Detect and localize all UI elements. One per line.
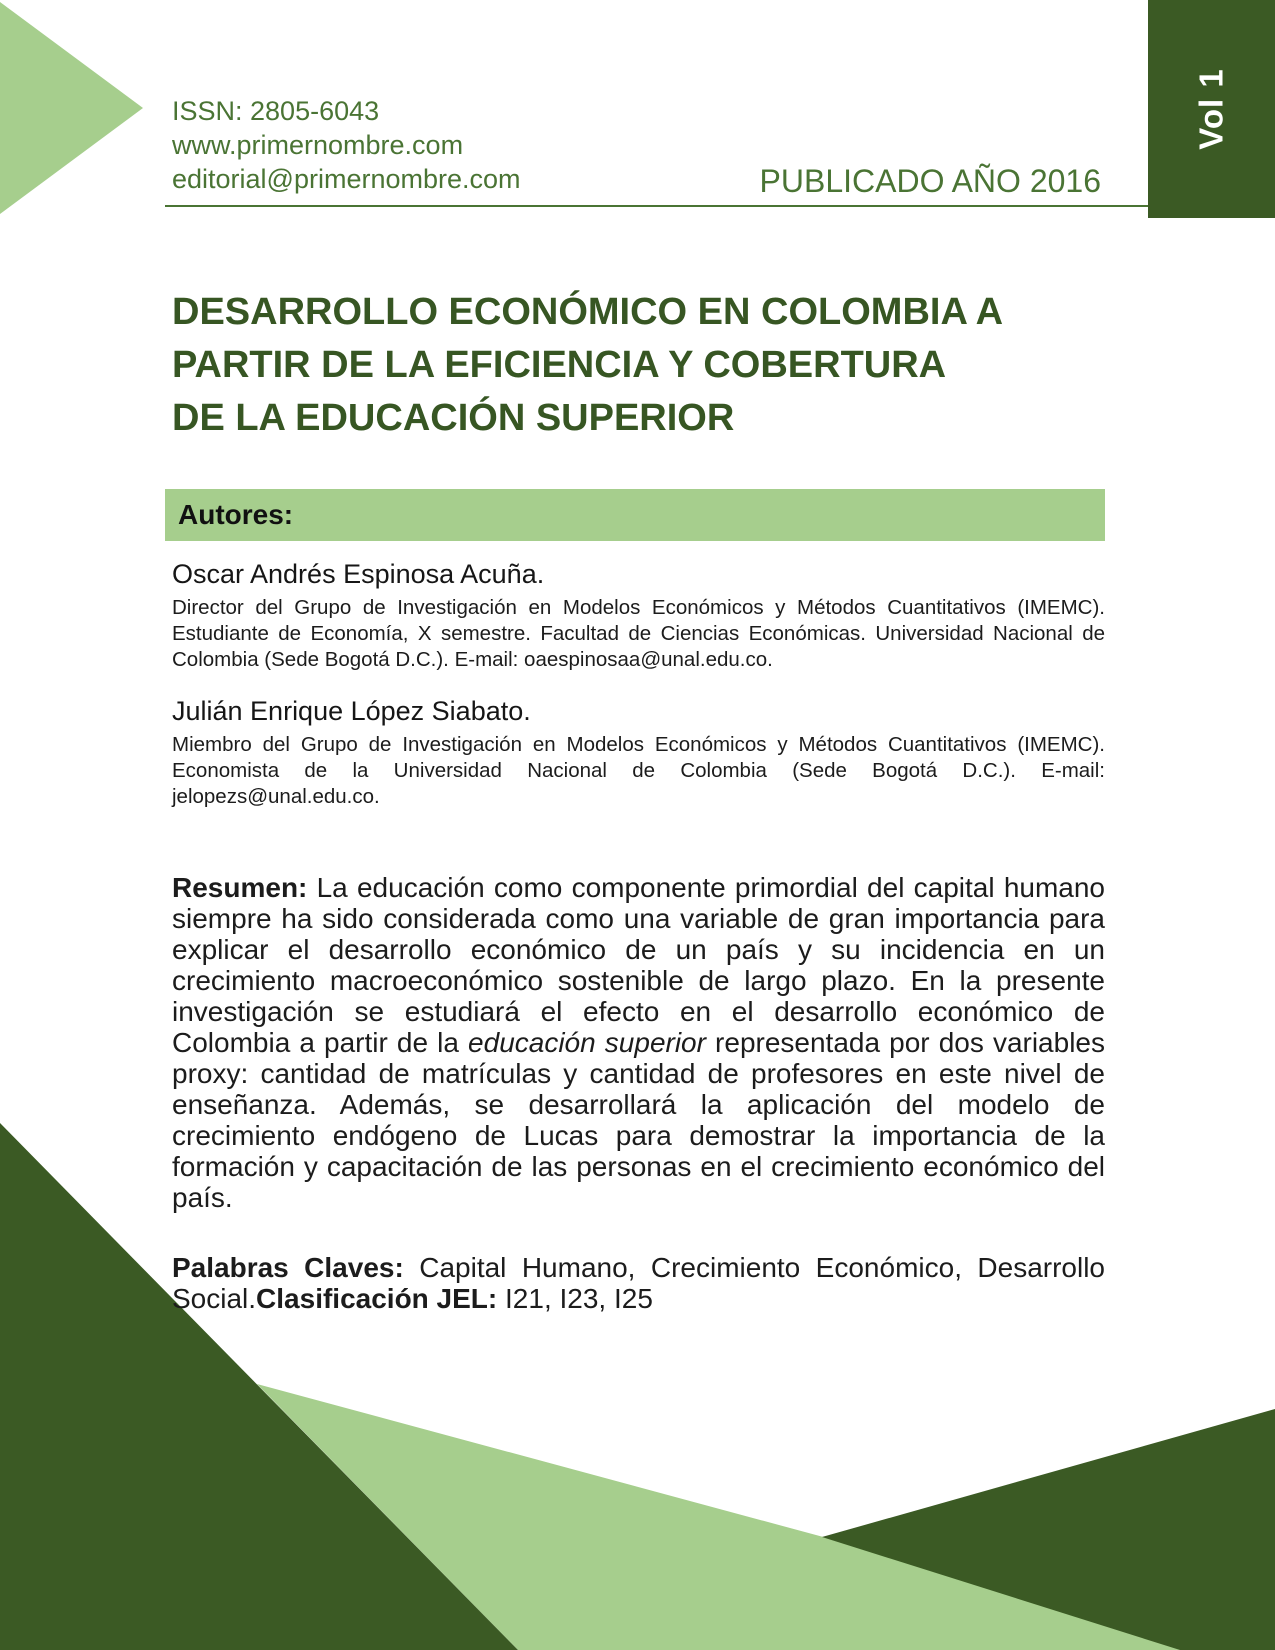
volume-label: Vol 1 — [1192, 68, 1230, 150]
title-line: PARTIR DE LA EFICIENCIA Y COBERTURA — [172, 344, 947, 386]
website-line: www.primernombre.com — [172, 130, 464, 160]
author-bio: Director del Grupo de Investigación en Modelos Económicos y Métodos Cuantitativos (IMEMC). Estudiante de Economía, X semestre. Facultad de Ciencias Económicas. Universidad Nacional de Colombia (Sede Bogotá D.C.). E-mail: oaespinosaa@unal.edu.co. — [172, 596, 1105, 671]
abstract-italic-phrase: educación superior — [468, 1027, 706, 1058]
abstract-text-before: La educación como componente primordial del capital humano siempre ha sido considerada como una variable de gran importancia para explicar el desarrollo económico de un país y su incidencia en un crecimiento macroeconómico sostenible de largo plazo. En la presente investigación se estudiará el efecto en el desarrollo económico de Colombia a partir de la — [172, 872, 1105, 1058]
authors-heading-bar — [165, 489, 1105, 541]
keywords-label: Palabras Claves: — [172, 1252, 404, 1283]
author-block — [172, 695, 1105, 810]
published-year-label: PUBLICADO AÑO 2016 — [759, 163, 1101, 199]
keywords-text: Capital Humano, Crecimiento Económico, Desarrollo Social. — [172, 1252, 1106, 1314]
author-block — [172, 558, 1105, 673]
jel-label: Clasificación JEL: — [256, 1283, 498, 1314]
topleft-arrow-triangle — [0, 2, 143, 214]
authors-heading: Autores: — [178, 499, 294, 530]
volume-banner — [1148, 0, 1275, 218]
keywords-paragraph — [172, 1252, 1105, 1314]
title-line: DESARROLLO ECONÓMICO EN COLOMBIA A — [172, 291, 1004, 333]
header-divider — [165, 205, 1148, 207]
abstract-label: Resumen: — [172, 872, 308, 903]
abstract-paragraph — [172, 872, 1105, 1213]
abstract-text-after: representada por dos variables proxy: cantidad de matrículas y cantidad de profesores en este nivel de enseñanza. Además, se desarrollará la aplicación del modelo de crecimiento endógeno de Lucas para demostrar la importancia de la formación y capacitación de las personas en el crecimiento económico del país. — [172, 1027, 1105, 1213]
issn-line: ISSN: 2805-6043 — [172, 96, 380, 126]
jel-text: I21, I23, I25 — [505, 1283, 653, 1314]
author-name: Oscar Andrés Espinosa Acuña. — [172, 559, 545, 589]
author-bio: Miembro del Grupo de Investigación en Modelos Económicos y Métodos Cuantitativos (IMEMC). Economista de la Universidad Nacional de Colombia (Sede Bogotá D.C.). E-mail: jelopezs@unal.edu.co. — [172, 733, 1105, 808]
header-contact-block — [172, 94, 521, 196]
article-title — [172, 286, 1107, 445]
title-line: DE LA EDUCACIÓN SUPERIOR — [172, 397, 735, 439]
email-line: editorial@primernombre.com — [172, 164, 521, 194]
author-name: Julián Enrique López Siabato. — [172, 696, 531, 726]
